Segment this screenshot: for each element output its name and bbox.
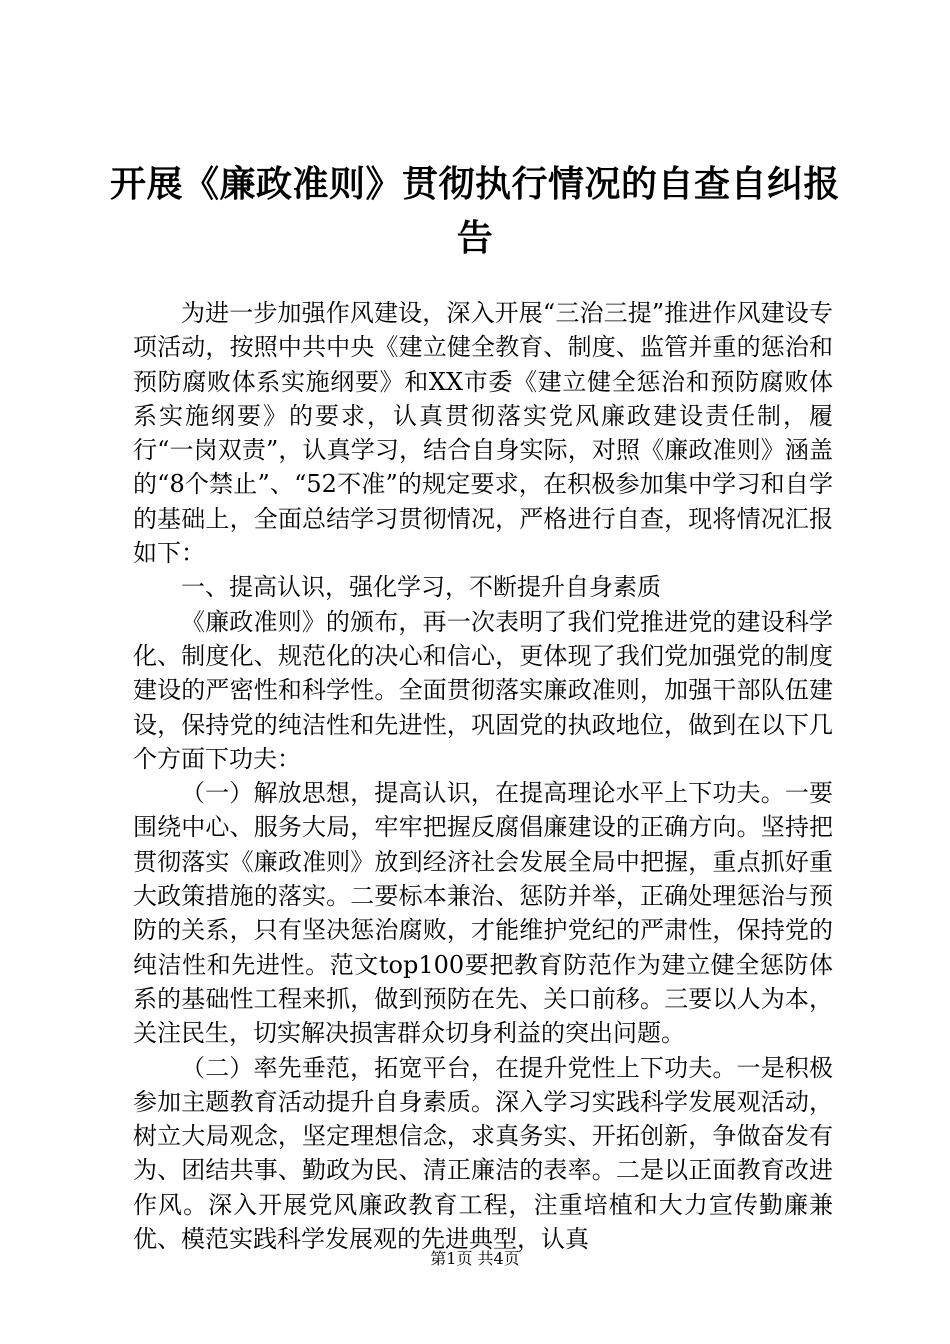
body-paragraph-intro: 为进一步加强作风建设，深入开展“三治三提”推进作风建设专项活动，按照中共中央《建立健全教育、制度、监管并重的惩治和预防腐败体系实施纲要》和XX市委《建立健全惩治和预防腐败体系实施纲要》的要求，认真贯彻落实党风廉政建设责任制，履行“一岗双责”，认真学习，结合自身实际，对照《廉政准则》涵盖的“8个禁止”、“52不准”的规定要求，在积极参加集中学习和自学的基础上，全面总结学习贯彻情况，严格进行自查，现将情况汇报如下：: [133, 299, 833, 568]
body-paragraph-3: （一）解放思想，提高认识，在提高理论水平上下功夫。一要围绕中心、服务大局，牢牢把握反腐倡廉建设的正确方向。坚持把贯彻落实《廉政准则》放到经济社会发展全局中把握，重点抓好重大政策措施的落实。二要标本兼治、惩防并举，正确处理惩治与预防的关系，只有坚决惩治腐败，才能维护党纪的严肃性，保持党的纯洁性和先进性。范文top100要把教育防范作为建立健全惩防体系的基础性工程来抓，做到预防在先、关口前移。三要以人为本，关注民生，切实解决损害群众切身利益的突出问题。: [133, 779, 833, 1048]
section-heading-1: 一、提高认识，强化学习，不断提升自身素质: [181, 573, 661, 602]
body-paragraph-4: （二）率先垂范，拓宽平台，在提升党性上下功夫。一是积极参加主题教育活动提升自身素质。深入学习实践科学发展观活动，树立大局观念，坚定理想信念，求真务实、开拓创新，争做奋发有为、团结共事、勤政为民、清正廉洁的表率。二是以正面教育改进作风。深入开展党风廉政教育工程，注重培植和大力宣传勤廉兼优、模范实践科学发展观的先进典型，认真: [133, 1053, 833, 1254]
page-footer: 第1页 共4页: [430, 1249, 520, 1268]
document-body: [133, 296, 833, 1256]
body-paragraph-2: 《廉政准则》的颁布，再一次表明了我们党推进党的建设科学化、制度化、规范化的决心和信心，更体现了我们党加强党的制度建设的严密性和科学性。全面贯彻落实廉政准则，加强干部队伍建设，保持党的纯洁性和先进性，巩固党的执政地位，做到在以下几个方面下功夫：: [133, 607, 833, 773]
document-title: 开展《廉政准则》贯彻执行情况的自查自纠报告: [110, 164, 841, 259]
